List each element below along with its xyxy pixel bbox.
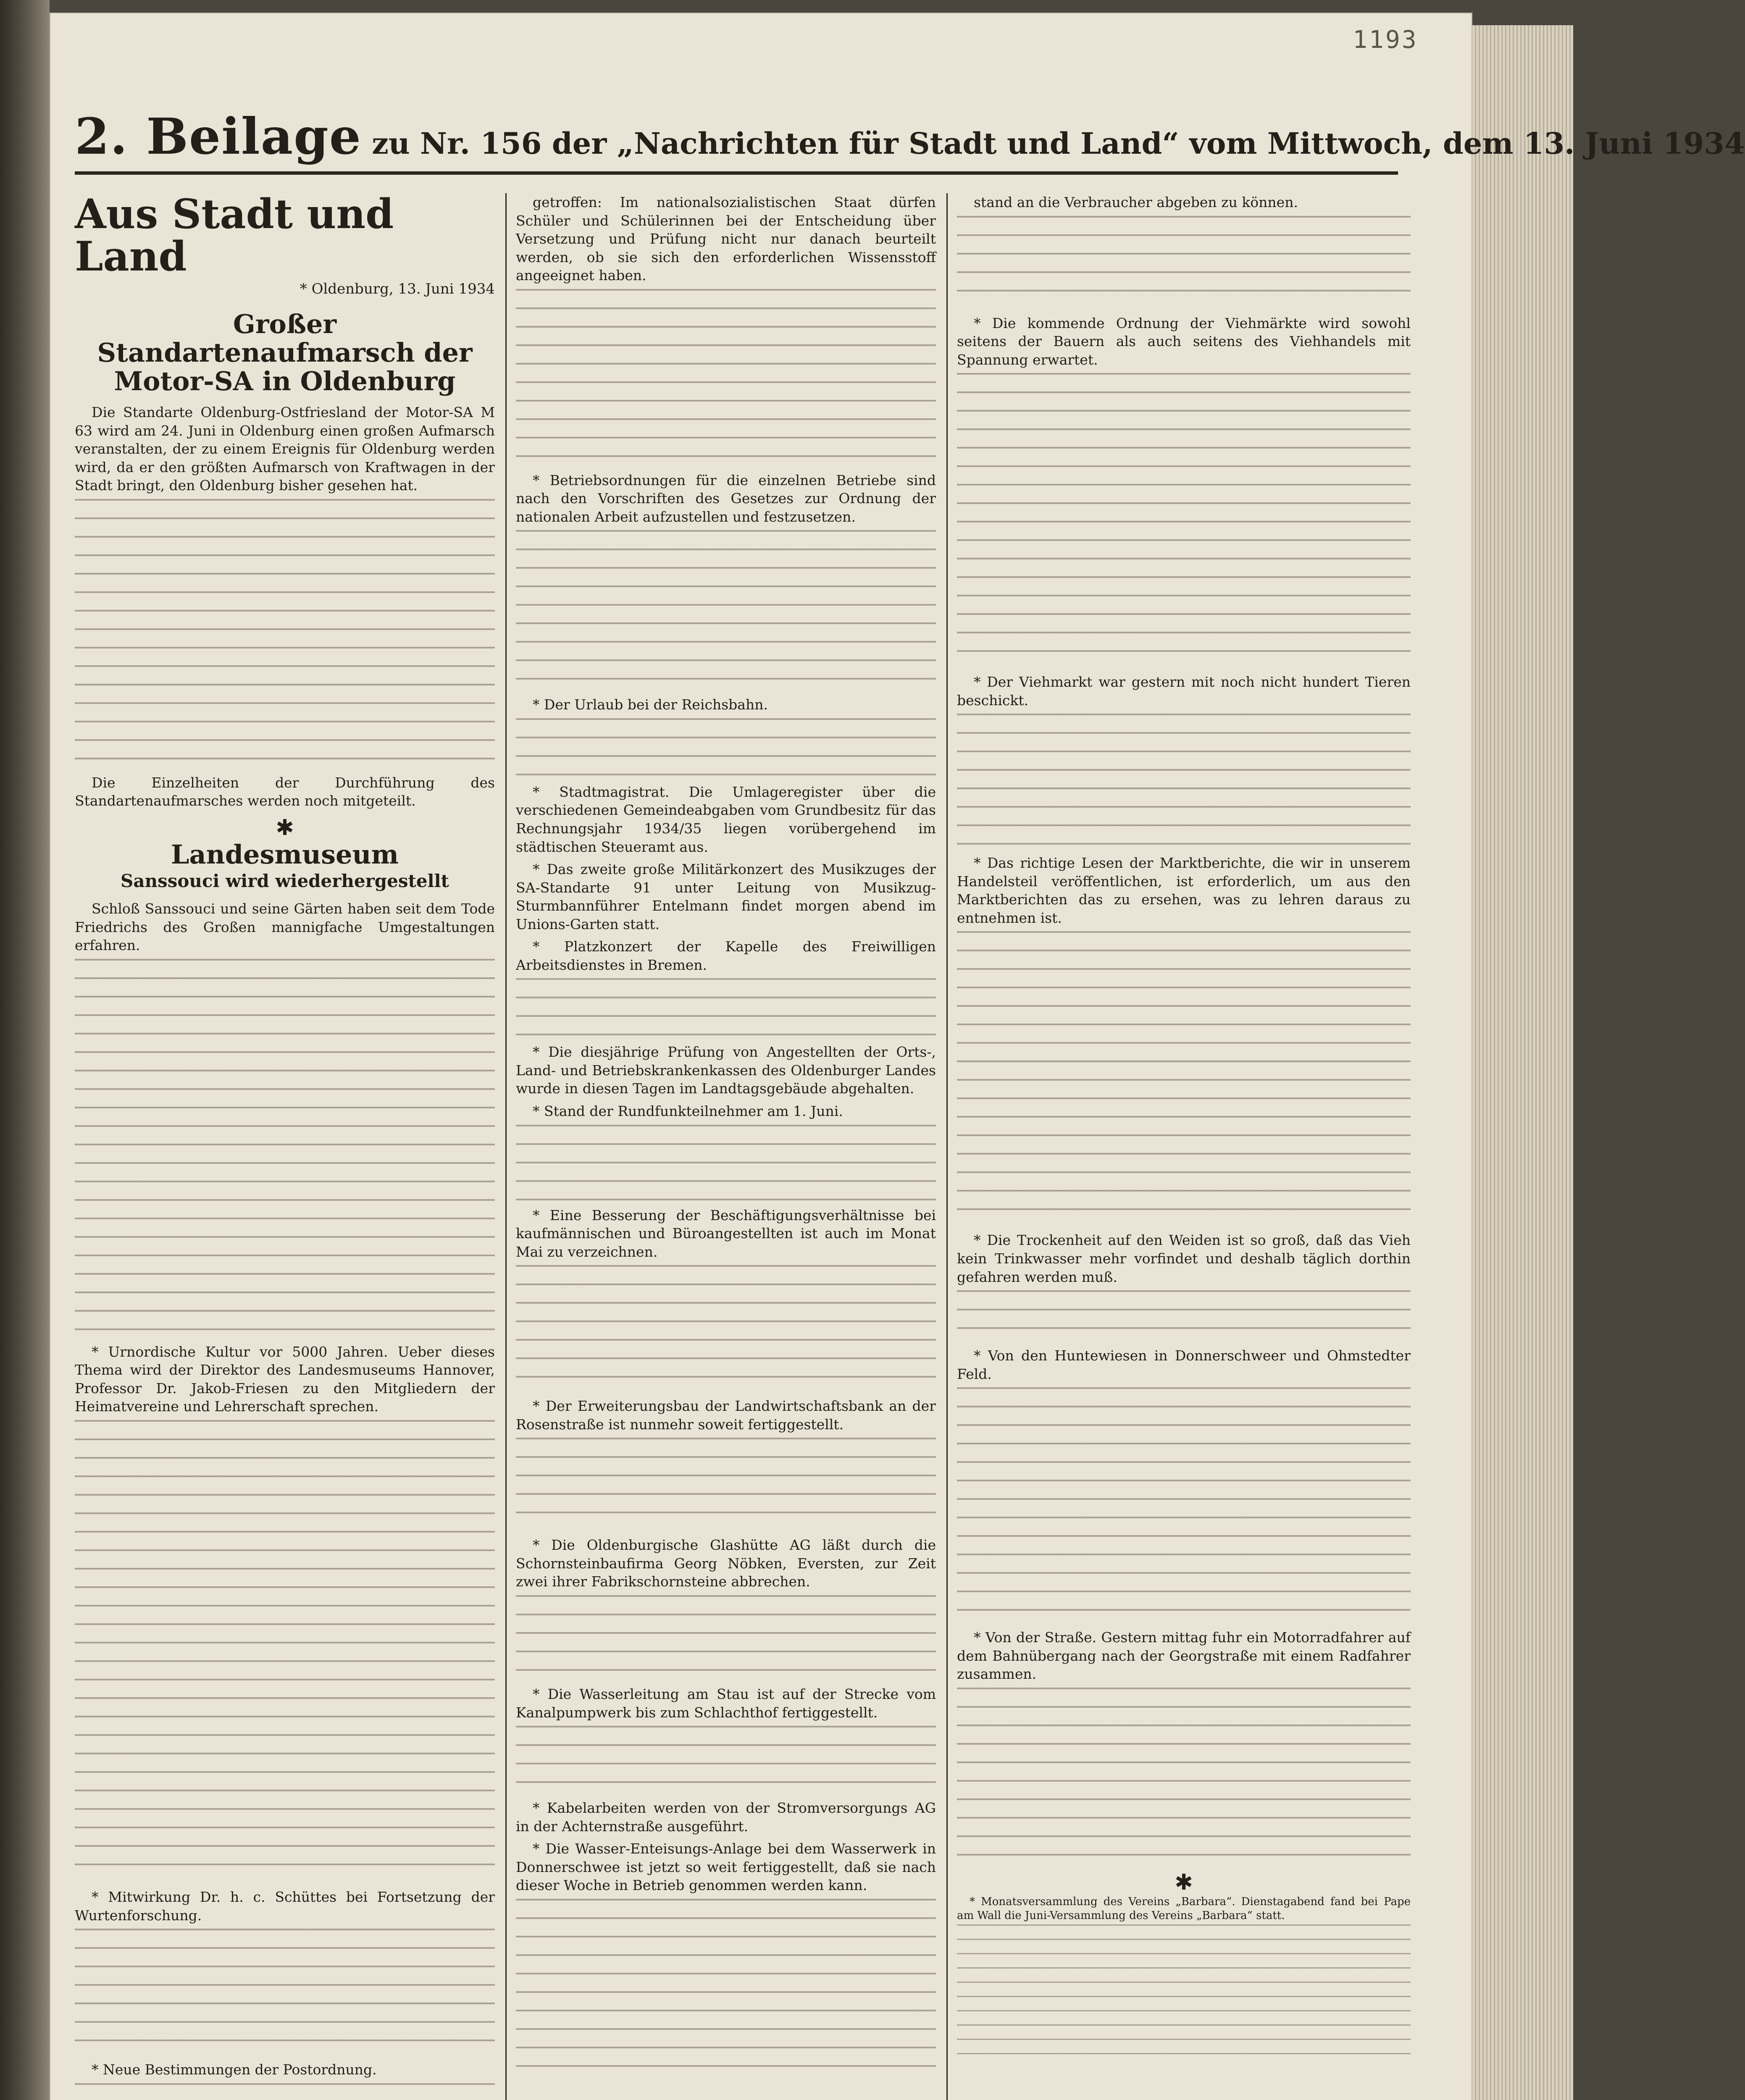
article-paragraph: * Stand der Rundfunkteilnehmer am 1. Juni. <box>533 1103 843 1120</box>
article-paragraph: * Der Viehmarkt war gestern mit noch nicht hundert Tieren beschickt. <box>957 674 1411 709</box>
text-block <box>516 1726 936 1793</box>
article-paragraph: getroffen: Im nationalsozialistischen Staat dürfen Schüler und Schülerinnen bei der Entscheidung über Versetzung und Prüfung nicht nur danach beurteilt werden, ob sie sich den erforderlichen Wissensstoff angeeignet haben. <box>516 194 936 284</box>
column-rule <box>946 193 948 2100</box>
text-block <box>957 1387 1411 1622</box>
article-paragraph: * Die Wasser-Enteisungs-Anlage bei dem Wasserwerk in Donnerschwee ist jetzt so weit fertiggestellt, daß sie nach dieser Woche in Betrieb genommen werden kann. <box>516 1840 936 1894</box>
section-title: Aus Stadt und Land <box>75 190 394 280</box>
article-headline: Großer Standartenaufmarsch der Motor-SA in Oldenburg <box>97 308 473 396</box>
masthead-title: zu Nr. 156 der „Nachrichten für Stadt und Land“ vom Mittwoch, dem 13. Juni 1934 <box>361 126 1745 161</box>
separator-star: ✱ <box>1175 1869 1193 1895</box>
page-number: 1193 <box>1353 25 1418 54</box>
article-paragraph: Die Standarte Oldenburg-Ostfriesland der Motor-SA M 63 wird am 24. Juni in Oldenburg einen großen Aufmarsch veranstalten, der zu einem Ereignis für Oldenburg werden wird, da er den größten Aufmarsch von Kraftwagen in der Stadt bringt, den Oldenburg bisher gesehen hat. <box>75 404 495 494</box>
article-paragraph: * Stadtmagistrat. Die Umlageregister über die verschiedenen Gemeindeabgaben vom Grundbesitz für das Rechnungsjahr 1934/35 liegen vorübergehend im städtischen Steueramt aus. <box>516 783 936 855</box>
text-block <box>516 530 936 690</box>
separator-star: ✱ <box>276 815 294 840</box>
text-block <box>957 1290 1411 1341</box>
text-block <box>75 2083 495 2100</box>
masthead-prefix: 2. Beilage <box>75 107 362 165</box>
article-paragraph: * Von den Huntewiesen in Donnerschweer und Ohmstedter Feld. <box>957 1347 1411 1382</box>
article-paragraph: Die Einzelheiten der Durchführung des Standartenaufmarsches werden noch mitgeteilt. <box>75 774 495 809</box>
article-paragraph: * Die diesjährige Prüfung von Angestellten der Orts-, Land- und Betriebskrankenkassen des Oldenburger Landes wurde in diesen Tagen im Landtagsgebäude abgehalten. <box>516 1044 936 1097</box>
text-block <box>516 1595 936 1679</box>
column-2 <box>516 193 936 2100</box>
text-block <box>516 718 936 777</box>
text-block <box>516 289 936 465</box>
masthead <box>75 107 1745 175</box>
text-block <box>516 1899 936 2067</box>
article-paragraph: * Betriebsordnungen für die einzelnen Betriebe sind nach den Vorschriften des Gesetzes zur Ordnung der nationalen Arbeit aufzustellen und festzusetzen. <box>516 472 936 525</box>
article-paragraph: * Die kommende Ordnung der Viehmärkte wird sowohl seitens der Bauern als auch seitens des Viehhandels mit Spannung erwartet. <box>957 315 1411 368</box>
article-paragraph: * Die Oldenburgische Glashütte AG läßt durch die Schornsteinbaufirma Georg Nöbken, Eversten, zur Zeit zwei ihrer Fabrikschornsteine abbrechen. <box>516 1537 936 1590</box>
column-1 <box>75 190 495 2100</box>
text-block <box>957 216 1411 308</box>
text-block <box>75 959 495 1337</box>
text-block <box>516 978 936 1037</box>
text-block <box>957 373 1411 667</box>
column-rule <box>505 193 507 2100</box>
article-paragraph: * Die Wasserleitung am Stau ist auf der Strecke vom Kanalpumpwerk bis zum Schlachthof fertiggestellt. <box>516 1685 936 1721</box>
column-3 <box>957 193 1411 2100</box>
text-block <box>516 1125 936 1200</box>
article-paragraph: * Das zweite große Militärkonzert des Musikzuges der SA-Standarte 91 unter Leitung von Musikzug-Sturmbannführer Entelmann findet morgen abend im Unions-Garten statt. <box>516 861 936 932</box>
article-paragraph: * Die Trockenheit auf den Weiden ist so groß, daß das Vieh kein Trinkwasser mehr vorfindet und deshalb täglich dorthin gefahren werden muß. <box>957 1232 1411 1285</box>
article-paragraph: * Von der Straße. Gestern mittag fuhr ein Motorradfahrer auf dem Bahnübergang nach der Georgstraße mit einem Radfahrer zusammen. <box>957 1629 1411 1683</box>
article-paragraph: * Mitwirkung Dr. h. c. Schüttes bei Fortsetzung der Wurtenforschung. <box>75 1889 495 1924</box>
text-block <box>516 1438 936 1530</box>
text-block <box>957 1688 1411 1864</box>
article-paragraph: * Kabelarbeiten werden von der Stromversorgungs AG in der Achternstraße ausgeführt. <box>516 1800 936 1835</box>
text-block <box>75 1929 495 2055</box>
text-block <box>516 1265 936 1391</box>
article-subhead: Sanssouci wird wiederhergestellt <box>121 871 449 892</box>
newspaper-page <box>50 13 1745 2100</box>
article-paragraph: * Der Erweiterungsbau der Landwirtschaftsbank an der Rosenstraße ist nunmehr soweit fertiggestellt. <box>516 1398 936 1433</box>
text-block <box>75 1420 495 1882</box>
article-paragraph: * Eine Besserung der Beschäftigungsverhältnisse bei kaufmännischen und Büroangestellten ist auch im Monat Mai zu verzeichnen. <box>516 1207 936 1260</box>
article-paragraph: * Das richtige Lesen der Marktberichte, die wir in unserem Handelsteil veröffentlichen, ist erforderlich, um aus den Marktberichten das zu ersehen, was zu lehren daraus zu entnehmen ist. <box>957 855 1411 926</box>
article-paragraph: * Urnordische Kultur vor 5000 Jahren. Ueber dieses Thema wird der Direktor des Landesmuseums Hannover, Professor Dr. Jakob-Friesen zu den Mitgliedern der Heimatvereine und Lehrerschaft sprechen. <box>75 1343 495 1415</box>
article-paragraph: stand an die Verbraucher abgeben zu können. <box>974 194 1298 210</box>
article-paragraph: * Der Urlaub bei der Reichsbahn. <box>533 696 768 713</box>
book-binding <box>0 0 50 2100</box>
text-block <box>957 931 1411 1225</box>
dateline: * Oldenburg, 13. Juni 1934 <box>300 280 495 297</box>
article-paragraph: Schloß Sanssouci und seine Gärten haben seit dem Tode Friedrichs des Großen mannigfache Umgestaltungen erfahren. <box>75 900 495 954</box>
text-block <box>957 714 1411 848</box>
article-paragraph: * Monatsversammlung des Vereins „Barbara“. Dienstagabend fand bei Pape am Wall die Juni-Versammlung des Vereins „Barbara“ statt. <box>957 1895 1411 1922</box>
text-block <box>75 499 495 768</box>
article-headline: Landesmuseum <box>171 839 399 870</box>
article-paragraph: * Neue Bestimmungen der Postordnung. <box>92 2061 377 2078</box>
text-block <box>957 1924 1411 2059</box>
article-paragraph: * Platzkonzert der Kapelle des Freiwilligen Arbeitsdienstes in Bremen. <box>516 938 936 973</box>
page-edges <box>1472 25 1573 2100</box>
